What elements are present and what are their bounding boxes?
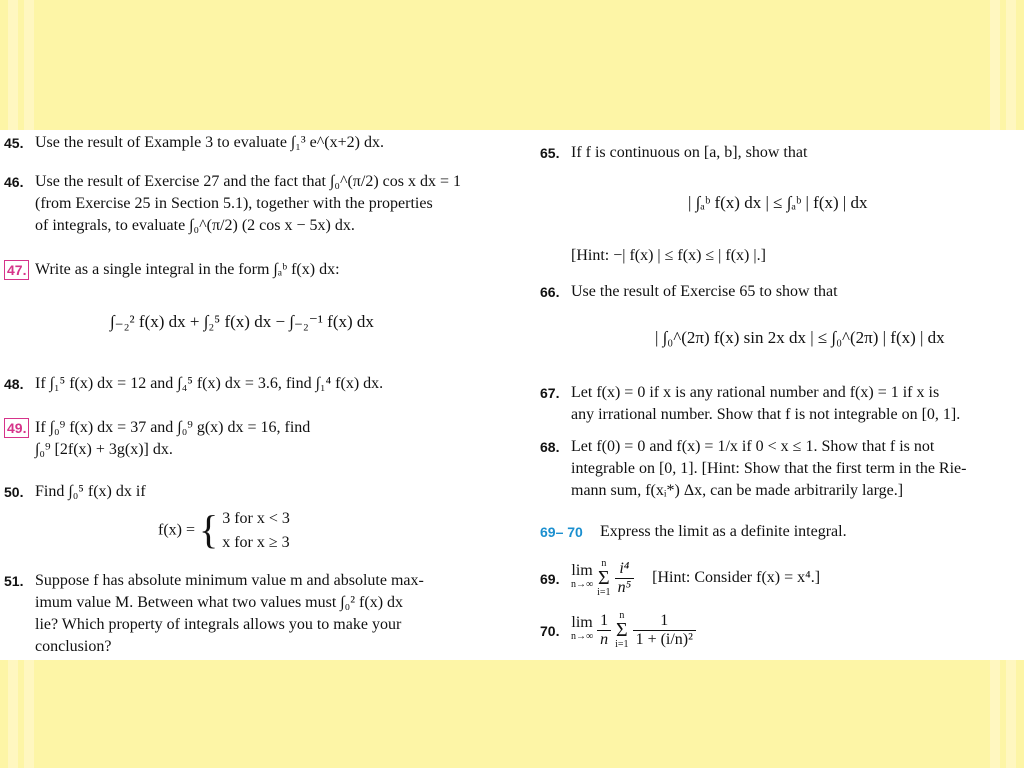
sigma-glyph: Σ <box>616 619 628 641</box>
exercise-text-line: lie? Which property of integrals allows you to make your <box>35 616 402 633</box>
display-equation: | ∫₀^(2π) f(x) sin 2x dx | ≤ ∫₀^(2π) | f(x) | dx <box>655 328 945 347</box>
fraction-denominator: n <box>600 630 609 648</box>
exercise-text-line: Let f(0) = 0 and f(x) = 1/x if 0 < x ≤ 1. Show that f is not <box>571 438 935 455</box>
exercise-text-line: ∫₀⁹ [2f(x) + 3g(x)] dx. <box>35 441 173 458</box>
sum-upper: n <box>619 610 625 621</box>
limit-subscript: n→∞ <box>571 579 594 590</box>
piecewise-cases <box>222 507 290 555</box>
exercise-number: 67. <box>540 385 560 401</box>
hint-text: [Hint: −| f(x) | ≤ f(x) ≤ | f(x) |.] <box>571 247 766 264</box>
exercise-text: Use the result of Example 3 to evaluate ∫₁³ e^(x+2) dx. <box>35 134 384 151</box>
sum-lower: i=1 <box>597 587 611 598</box>
exercise-text-line: of integrals, to evaluate ∫₀^(π/2) (2 cos x − 5x) dx. <box>35 217 355 234</box>
piecewise-lhs: f(x) = <box>158 521 196 539</box>
exercise-number: 45. <box>4 135 24 151</box>
textbook-page <box>0 130 1024 660</box>
fraction-numerator: 1 <box>597 612 611 631</box>
exercise-number-boxed: 49. <box>4 418 29 438</box>
fraction <box>615 560 635 597</box>
fraction <box>633 612 696 649</box>
exercise-group-instruction: Express the limit as a definite integral. <box>600 523 847 540</box>
fraction-numerator: i⁴ <box>615 560 635 579</box>
piecewise-definition <box>158 507 290 555</box>
hint-text: [Hint: Consider f(x) = x⁴.] <box>652 568 821 586</box>
fraction-denominator: 1 + (i/n)² <box>635 630 693 648</box>
exercise-text-line: Suppose f has absolute minimum value m and absolute max- <box>35 572 424 589</box>
sum-upper: n <box>601 558 607 569</box>
piecewise-case: 3 for x < 3 <box>222 510 290 527</box>
exercise-number: 65. <box>540 145 560 161</box>
exercise-text-line: Use the result of Exercise 27 and the fact that ∫₀^(π/2) cos x dx = 1 <box>35 173 461 190</box>
exercise-text-line: integrable on [0, 1]. [Hint: Show that the first term in the Rie- <box>571 460 967 477</box>
exercise-number: 66. <box>540 284 560 300</box>
exercise-text: If f is continuous on [a, b], show that <box>571 144 808 161</box>
exercise-number: 68. <box>540 439 560 455</box>
exercise-text-line: any irrational number. Show that f is not integrable on [0, 1]. <box>571 406 961 423</box>
limit-word: lim <box>571 562 593 579</box>
exercise-text-line: If ∫₀⁹ f(x) dx = 37 and ∫₀⁹ g(x) dx = 16, find <box>35 419 311 436</box>
exercise-text-line: imum value M. Between what two values must ∫₀² f(x) dx <box>35 594 404 611</box>
summation <box>615 610 628 650</box>
exercise-text-line: mann sum, f(xᵢ*) Δx, can be made arbitrarily large.] <box>571 482 904 499</box>
display-equation: | ∫ₐᵇ f(x) dx | ≤ ∫ₐᵇ | f(x) | dx <box>688 193 868 212</box>
summation <box>597 558 610 598</box>
exercise-text: Write as a single integral in the form ∫ₐᵇ f(x) dx: <box>35 261 340 278</box>
sigma-glyph: Σ <box>598 567 610 589</box>
exercise-number: 48. <box>4 376 24 392</box>
fraction <box>597 612 611 649</box>
brace-glyph: { <box>199 506 219 552</box>
exercise-number-boxed: 47. <box>4 260 29 280</box>
exercise-text-line: conclusion? <box>35 638 112 655</box>
sum-lower: i=1 <box>615 639 629 650</box>
limit-word: lim <box>571 614 593 631</box>
piecewise-case: x for x ≥ 3 <box>222 534 290 551</box>
exercise-text: Find ∫₀⁵ f(x) dx if <box>35 483 146 500</box>
display-equation: ∫₋₂² f(x) dx + ∫₂⁵ f(x) dx − ∫₋₂⁻¹ f(x) dx <box>110 312 374 331</box>
limit-operator <box>571 564 593 592</box>
exercise-number: 70. <box>540 623 560 639</box>
exercise-number: 50. <box>4 484 24 500</box>
exercise-text-line: (from Exercise 25 in Section 5.1), together with the properties <box>35 195 433 212</box>
exercise-number: 69. <box>540 571 560 587</box>
limit-operator <box>571 616 593 644</box>
fraction-denominator: n⁵ <box>617 578 632 596</box>
exercise-text: If ∫₁⁵ f(x) dx = 12 and ∫₄⁵ f(x) dx = 3.6, find ∫₁⁴ f(x) dx. <box>35 375 384 392</box>
exercise-number: 46. <box>4 174 24 190</box>
fraction-numerator: 1 <box>633 612 696 631</box>
exercise-range: 69– 70 <box>540 524 583 540</box>
limit-subscript: n→∞ <box>571 631 594 642</box>
exercise-text-line: Let f(x) = 0 if x is any rational number and f(x) = 1 if x is <box>571 384 940 401</box>
exercise-number: 51. <box>4 573 24 589</box>
exercise-text: Use the result of Exercise 65 to show that <box>571 283 838 300</box>
